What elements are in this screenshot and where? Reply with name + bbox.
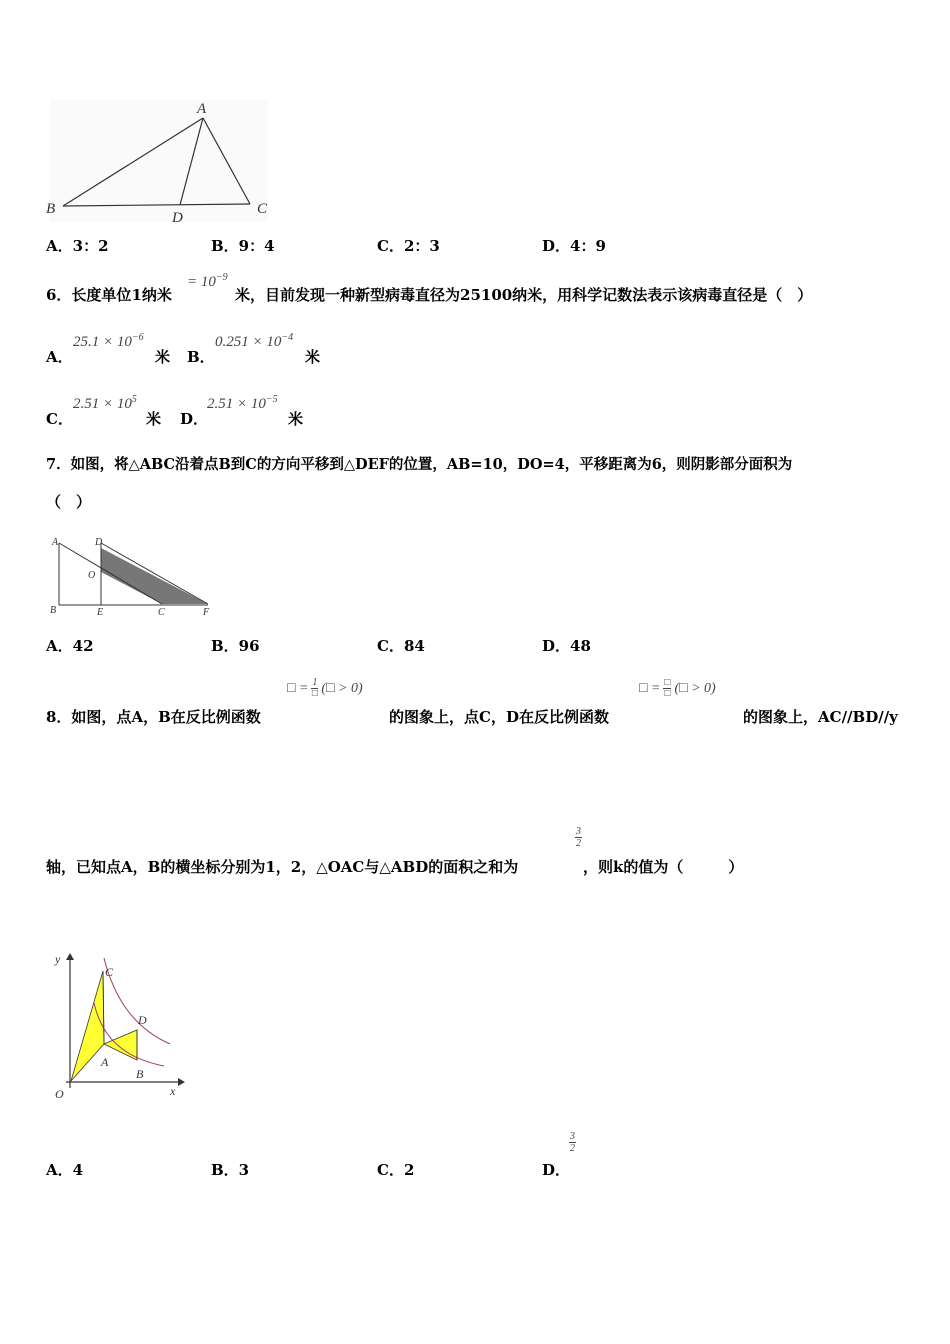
q8-formula-1-condition: (□ > 0) [321,680,363,696]
q8-formula-2-lhs: □ = [639,680,661,696]
q6-option-a-exp: −6 [131,332,144,343]
q6-stem-expression [187,272,228,291]
q8-formula-1-fraction [311,678,318,699]
q6-option-b-expr [215,332,293,351]
q8-formula-1-lhs: □ = [287,680,309,696]
q8-formula-2 [639,678,716,699]
q8-option-d[interactable]: D． [542,1161,571,1179]
label-b: B [46,201,56,217]
label-y: y [55,952,61,966]
q6-option-b-mantissa: 0.251 × 10 [215,334,282,350]
label-a: A [52,537,59,548]
label-c: C [257,201,268,217]
translation-figure [44,533,219,618]
q8-formula-2-fraction [663,678,671,699]
q7-option-a[interactable]: A．42 [46,637,94,655]
q8-formula-1-numerator: 1 [312,677,318,688]
q6-option-d-exp: −5 [265,394,278,405]
label-b: B [136,1067,144,1081]
label-c: C [105,965,114,979]
label-a: A [197,101,207,117]
q6-stem-post: 米，目前发现一种新型病毒直径为25100纳米，用科学记数法表示该病毒直径是（ ） [235,286,813,304]
label-f: F [203,607,210,618]
label-d: D [138,1013,147,1027]
q5-option-b[interactable]: B．9：4 [211,237,275,255]
q6-option-d-expr [207,394,278,413]
q6-option-b-unit: 米 [305,348,321,366]
q8-stem-line2-pre: 轴，已知点A，B的横坐标分别为1，2，△OAC与△ABD的面积之和为 [46,858,519,876]
label-b: B [50,605,57,616]
q7-option-c[interactable]: C．84 [377,637,425,655]
q8-sum-fraction-numerator: 3 [576,826,581,837]
q8-option-a[interactable]: A．4 [46,1161,84,1179]
q6-option-c-unit: 米 [146,410,162,428]
q8-formula-2-condition: (□ > 0) [674,680,716,696]
q6-option-d-unit: 米 [288,410,304,428]
q6-option-c-letter[interactable]: C． [46,410,73,428]
q6-option-c-mantissa: 2.51 × 10 [73,396,132,412]
q8-option-d-numerator: 3 [570,1131,575,1142]
x-axis-arrow [178,1078,185,1086]
label-a: A [101,1055,109,1069]
q5-option-d[interactable]: D．4：9 [542,237,606,255]
q8-sum-fraction [575,826,582,849]
q8-stem-part2: 的图象上，点C，D在反比例函数 [389,708,609,726]
q7-option-b[interactable]: B．96 [211,637,260,655]
inverse-function-graph [44,948,189,1108]
q6-option-a-letter[interactable]: A． [46,348,73,366]
q8-stem-part1: 8．如图，点A，B在反比例函数 [46,708,261,726]
q6-option-a-unit: 米 [155,348,171,366]
q6-stem-pre: 6．长度单位1纳米 [46,286,172,304]
label-e: E [97,607,104,618]
label-d: D [172,210,183,226]
q8-option-d-denominator: 2 [570,1143,575,1154]
label-d: D [95,537,103,548]
q6-expr-exp: −9 [215,272,228,283]
triangle-abc-figure [40,96,275,226]
q8-formula-2-denominator: □ [664,688,671,699]
q5-option-c[interactable]: C．2：3 [377,237,440,255]
q8-option-d-fraction [569,1131,576,1154]
q8-formula-1 [287,678,363,699]
q6-option-b-exp: −4 [281,332,294,343]
shaded-region [101,548,208,604]
q8-formula-2-numerator: □ [664,677,671,688]
label-o: O [55,1087,64,1101]
q8-formula-1-denominator: □ [311,688,318,699]
q8-option-c[interactable]: C．2 [377,1161,415,1179]
q6-option-c-expr [73,394,137,413]
label-c: C [158,607,165,618]
q8-stem-line2-post: ，则k的值为（ ） [583,858,744,876]
q6-option-d-mantissa: 2.51 × 10 [207,396,266,412]
q6-option-d-letter[interactable]: D． [180,410,209,428]
q7-option-d[interactable]: D．48 [542,637,591,655]
q5-option-a[interactable]: A．3：2 [46,237,109,255]
q7-stem-line2: （ ） [46,493,92,511]
q6-option-a-mantissa: 25.1 × 10 [73,334,132,350]
label-x: x [170,1084,176,1098]
q6-option-a-expr [73,332,144,351]
q8-stem-part3: 的图象上，AC//BD//y [743,708,898,726]
q6-option-b-letter[interactable]: B． [187,348,215,366]
q6-option-c-exp: 5 [131,394,137,405]
q6-expr-base: = 10 [187,274,216,290]
q8-option-b[interactable]: B．3 [211,1161,250,1179]
label-o: O [88,570,96,581]
triangle-oac [71,971,104,1081]
y-axis-arrow [66,953,74,960]
q7-stem-line1: 7．如图，将△ABC沿着点B到C的方向平移到△DEF的位置，AB=10，DO=4，平移距离为6，则阴影部分面积为 [46,456,793,473]
q8-sum-fraction-denominator: 2 [576,838,581,849]
